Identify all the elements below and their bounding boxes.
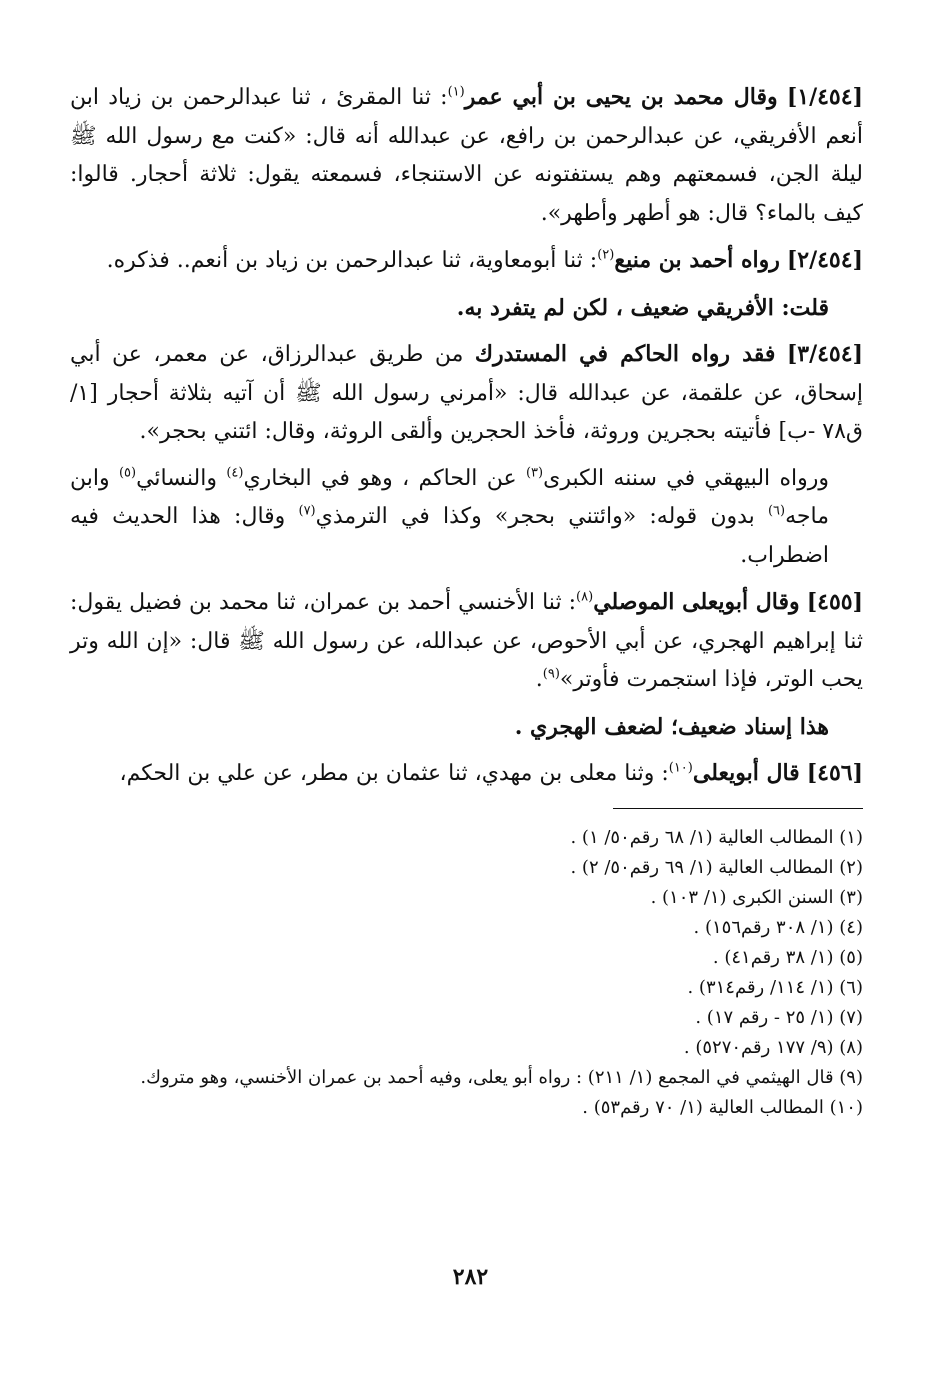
commentary-text: ورواه البيهقي في سننه الكبرى (543, 465, 829, 491)
hadith-paragraph (70, 583, 863, 700)
footnote-marker: (١) (447, 84, 465, 100)
footnote-marker: (٥) (118, 465, 137, 481)
footnotes (70, 823, 863, 1123)
footnote-item: (٤) (١/ ٣٠٨ رقم١٥٦) . (693, 916, 863, 938)
footnote-item: (٦) (١/ ١١٤/ رقم٣١٤) . (687, 976, 863, 998)
footnote-marker: (٤) (226, 465, 244, 481)
footnote-item: (١٠) المطالب العالية (١/ ٧٠ رقم٥٣) . (582, 1096, 863, 1118)
hadith-text: : ثنا الأخنسي أحمد بن عمران، ثنا محمد بن فضيل يقول: ثنا إبراهيم الهجري، عن أبي الأحوص، عن عبدالله، عن رسول الله ﷺ قال: «إن الله وتر يحب الوتر، فإذا استجمرت فأوتر» (70, 590, 863, 692)
narrator-lead: رواه أحمد بن منيع (614, 247, 780, 273)
narrator-lead: قال أبويعلى (692, 760, 800, 786)
footnote-item: (٥) (١/ ٣٨ رقم٤١) . (712, 946, 863, 968)
commentary-text: عن الحاكم ، وهو في البخاري (243, 465, 526, 491)
hadith-paragraph (70, 241, 863, 281)
footnote-item: (٨) (٩/ ١٧٧ رقم٥٢٧٠) . (683, 1036, 863, 1058)
footnote-marker: (٢) (597, 247, 615, 263)
commentary-text: والنسائي (136, 465, 227, 491)
footnote-marker: (٣) (525, 465, 544, 481)
commentary-paragraph: هذا إسناد ضعيف؛ لضعف الهجري . (514, 713, 829, 740)
narrator-lead: فقد رواه الحاكم في المستدرك (474, 341, 776, 367)
footnote-item: (٧) (١/ ٢٥ - رقم ١٧) . (695, 1006, 863, 1028)
footnote-marker: (١٠) (668, 760, 693, 776)
commentary-paragraph (70, 460, 863, 576)
hadith-number: [٢/٤٥٤] (786, 247, 863, 273)
hadith-text-tail: . (535, 667, 543, 692)
hadith-number: [٣/٤٥٤] (786, 341, 863, 367)
hadith-number: [٤٥٥] (806, 589, 863, 615)
page-number: ٢٨٢ (452, 1264, 489, 1290)
hadith-text: من طريق عبدالرزاق، عن معمر، عن أبي إسحاق، عن علقمة، عن عبدالله قال: «أمرني رسول الله ﷺ أن آتيه بثلاثة أحجار [١/ق٧٨ -ب] فأتيته بحجرين وروثة، فأخذ الحجرين وألقى الروثة، وقال: ائتني بحجر». (70, 342, 863, 444)
footnote-item: (٩) قال الهيثمي في المجمع (١/ ٢١١) : رواه أبو يعلى، وفيه أحمد بن عمران الأخنسي، وهو متروك. (140, 1066, 863, 1088)
footnote-marker: (٨) (576, 589, 594, 605)
narrator-lead: وقال محمد بن يحيى بن أبي عمر (464, 84, 778, 110)
hadith-number: [٤٥٦] (806, 760, 863, 786)
hadith-text: : وثنا معلى بن مهدي، ثنا عثمان بن مطر، عن علي بن الحكم، (119, 761, 669, 786)
main-text (70, 78, 863, 794)
hadith-text: : ثنا أبومعاوية، ثنا عبدالرحمن بن زياد بن أنعم.. فذكره. (106, 248, 598, 273)
commentary-text: وابن ماجه (70, 465, 829, 529)
footnote-marker: (٧) (298, 503, 316, 519)
footnote-item: (١) المطالب العالية (١/ ٦٨ رقم٥٠/ ١) . (570, 826, 863, 848)
hadith-paragraph (70, 78, 863, 233)
commentary-paragraph: قلت: الأفريقي ضعيف ، لكن لم يتفرد به. (456, 294, 829, 321)
footnote-divider (613, 808, 863, 809)
footnote-item: (٢) المطالب العالية (١/ ٦٩ رقم٥٠/ ٢) . (570, 856, 863, 878)
hadith-number: [١/٤٥٤] (786, 84, 863, 110)
hadith-text: : ثنا المقرئ ، ثنا عبدالرحمن بن زياد ابن أنعم الأفريقي، عن عبدالرحمن بن رافع، عن عبدالله أنه قال: «كنت مع رسول الله ﷺ ليلة الجن، فسمعتهم وهم يستفتونه عن الاستنجاء، فسمعته يقول: ثلاثة أحجار. قالوا: كيف بالماء؟ قال: هو أطهر وأطهر». (70, 85, 863, 226)
commentary-text: بدون قوله: «وائتني بحجر» وكذا في الترمذي (315, 504, 768, 529)
hadith-paragraph (70, 754, 863, 794)
hadith-paragraph (70, 335, 863, 452)
footnote-marker: (٦) (767, 503, 786, 519)
commentary-text: وقال: هذا الحديث فيه اضطراب. (70, 504, 829, 568)
narrator-lead: وقال أبويعلى الموصلي (593, 589, 800, 615)
footnote-marker: (٩) (542, 666, 560, 682)
footnote-item: (٣) السنن الكبرى (١/ ١٠٣) . (650, 886, 863, 908)
